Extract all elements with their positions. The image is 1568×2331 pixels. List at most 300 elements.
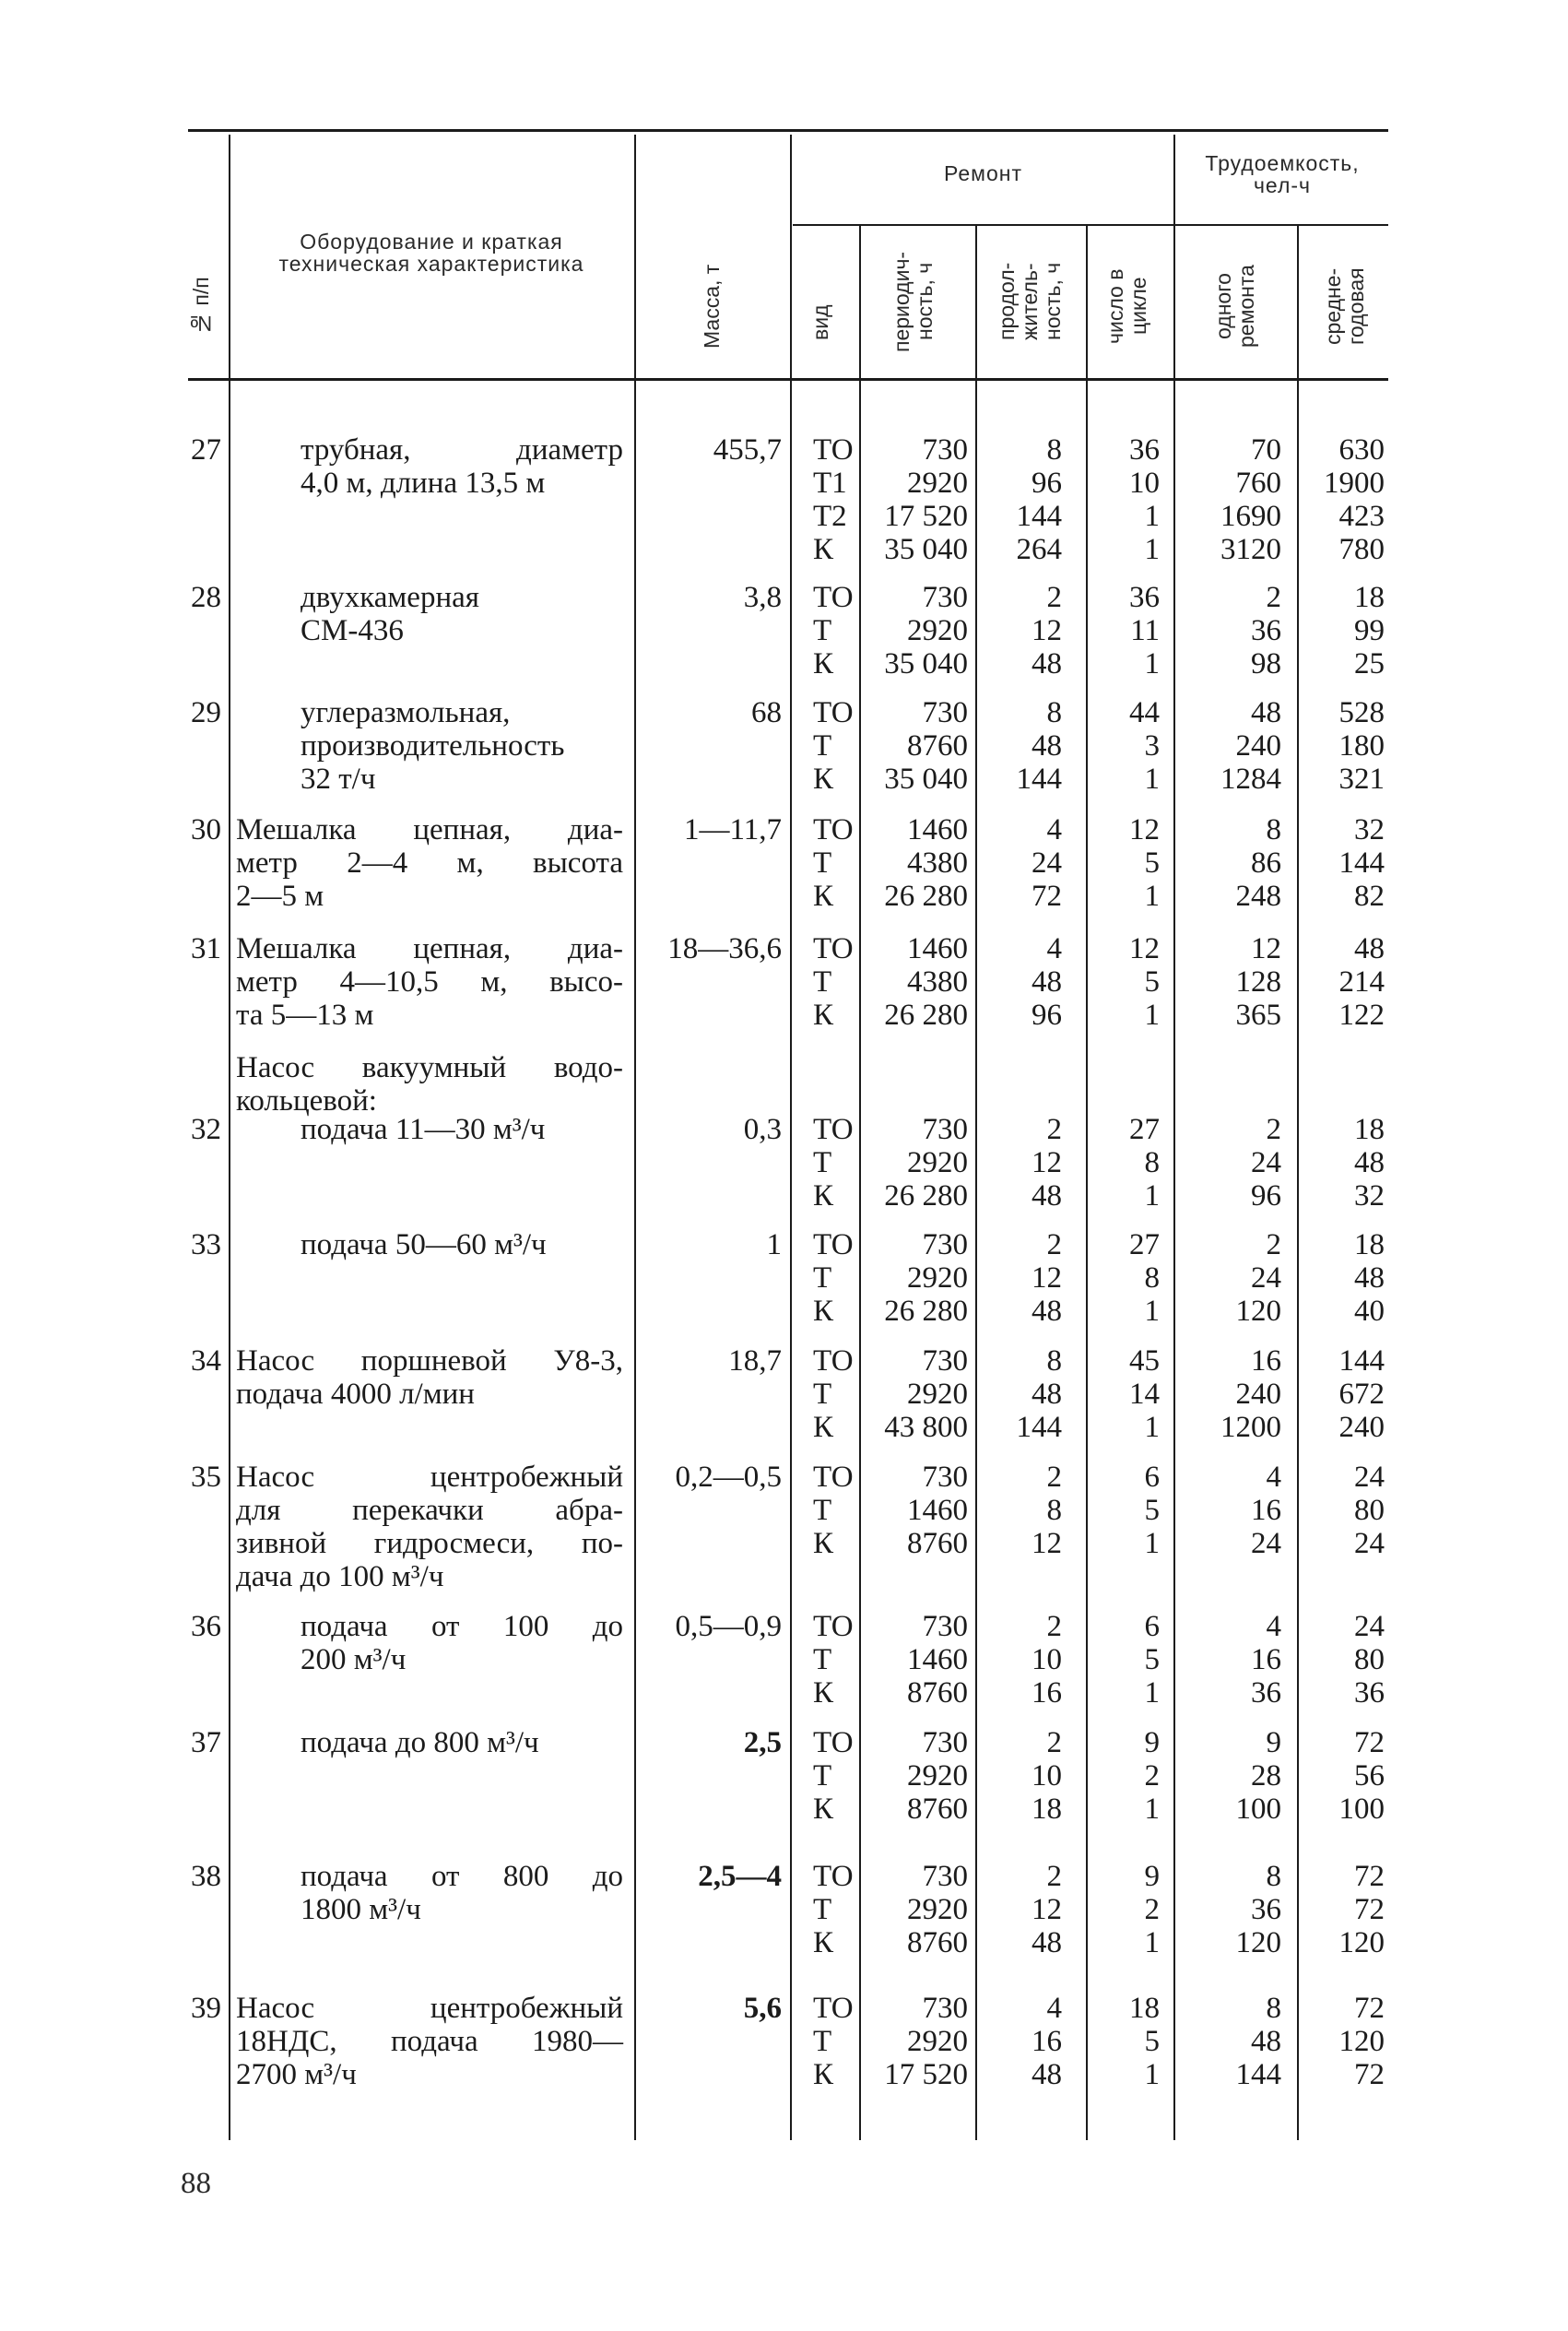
table-cell: 1 bbox=[1144, 1179, 1160, 1213]
period-list bbox=[867, 433, 968, 566]
period-list bbox=[867, 813, 968, 913]
table-cell: 3 bbox=[1144, 729, 1160, 763]
table-cell: 35 040 bbox=[884, 533, 968, 566]
table-cell: 80 bbox=[1354, 1494, 1385, 1527]
table-cell: 248 bbox=[1235, 880, 1281, 913]
table-cell: ТО bbox=[813, 1344, 854, 1378]
table-cell: 40 bbox=[1354, 1295, 1385, 1328]
table-cell: 144 bbox=[1016, 1411, 1062, 1444]
table-cell: 6 bbox=[1144, 1461, 1160, 1494]
col-divider-single bbox=[1297, 226, 1299, 2140]
table-cell: 1 bbox=[1144, 999, 1160, 1032]
duration-list bbox=[979, 1344, 1062, 1444]
description-line: метр 2—4 м, высота bbox=[236, 846, 623, 880]
table-cell: 2 bbox=[1046, 1610, 1062, 1643]
table-cell: Т2 bbox=[813, 500, 847, 533]
labor-single-list bbox=[1182, 1726, 1281, 1826]
row-number: 37 bbox=[191, 1726, 221, 1759]
period-list bbox=[867, 1860, 968, 1959]
table-cell: 82 bbox=[1354, 880, 1385, 913]
table-cell: ТО bbox=[813, 932, 854, 965]
table-cell: Т bbox=[813, 2025, 832, 2058]
table-cell: 1 bbox=[1144, 1676, 1160, 1710]
table-cell: 8760 bbox=[907, 729, 968, 763]
table-cell: 6 bbox=[1144, 1610, 1160, 1643]
table-cell: 48 bbox=[1354, 932, 1385, 965]
header-num: № п/п bbox=[189, 277, 213, 336]
description-line: 200 м³/ч bbox=[301, 1643, 407, 1676]
repair-kind-list bbox=[813, 433, 868, 566]
col-divider-period bbox=[975, 226, 977, 2140]
labor-annual-list bbox=[1300, 696, 1385, 796]
table-cell: 12 bbox=[1129, 813, 1160, 846]
table-cell: 4 bbox=[1046, 813, 1062, 846]
labor-single-list bbox=[1182, 581, 1281, 680]
header-labor-annual: средне- годовая bbox=[1321, 267, 1368, 345]
table-cell: 2 bbox=[1046, 1726, 1062, 1759]
labor-annual-list bbox=[1300, 1610, 1385, 1710]
table-cell: 240 bbox=[1235, 729, 1281, 763]
table-cell: 35 040 bbox=[884, 647, 968, 680]
table-cell: 48 bbox=[1032, 1179, 1062, 1213]
description-line: 2700 м³/ч bbox=[236, 2058, 357, 2091]
table-cell: ТО bbox=[813, 696, 854, 729]
table-cell: 1 bbox=[1144, 1926, 1160, 1959]
table-cell: 48 bbox=[1032, 1926, 1062, 1959]
table-cell: 1 bbox=[1144, 2058, 1160, 2091]
table-cell: 2 bbox=[1046, 1860, 1062, 1893]
table-cell: ТО bbox=[813, 813, 854, 846]
table-cell: Т bbox=[813, 1261, 832, 1295]
table-cell: 120 bbox=[1235, 1926, 1281, 1959]
table-cell: 12 bbox=[1032, 1893, 1062, 1926]
description-line: подача 4000 л/мин bbox=[236, 1378, 475, 1411]
table-cell: 16 bbox=[1251, 1494, 1281, 1527]
table-cell: 48 bbox=[1032, 1378, 1062, 1411]
table-cell: 2 bbox=[1144, 1759, 1160, 1793]
table-cell: 72 bbox=[1032, 880, 1062, 913]
table-cell: 4 bbox=[1266, 1610, 1281, 1643]
table-cell: 72 bbox=[1354, 1726, 1385, 1759]
table-cell: 24 bbox=[1251, 1527, 1281, 1560]
row-number: 32 bbox=[191, 1113, 221, 1146]
repair-kind-list bbox=[813, 1726, 868, 1826]
labor-single-list bbox=[1182, 1113, 1281, 1213]
table-cell: 2920 bbox=[907, 1893, 968, 1926]
labor-single-list bbox=[1182, 1860, 1281, 1959]
description-line: трубная, диаметр bbox=[301, 433, 623, 467]
table-cell: 240 bbox=[1235, 1378, 1281, 1411]
table-cell: 180 bbox=[1338, 729, 1385, 763]
table-cell: 100 bbox=[1338, 1793, 1385, 1826]
table-cell: 2 bbox=[1266, 1113, 1281, 1146]
cycle-count-list bbox=[1088, 1610, 1160, 1710]
table-cell: 1 bbox=[1144, 500, 1160, 533]
mass-value: 1 bbox=[766, 1228, 782, 1261]
table-cell: 24 bbox=[1032, 846, 1062, 880]
table-cell: 48 bbox=[1354, 1146, 1385, 1179]
table-cell: 2920 bbox=[907, 1261, 968, 1295]
row-number: 38 bbox=[191, 1860, 221, 1893]
equipment-description bbox=[236, 1992, 623, 2091]
table-cell: 8 bbox=[1046, 433, 1062, 467]
row-number: 30 bbox=[191, 813, 221, 846]
table-cell: 4 bbox=[1266, 1461, 1281, 1494]
table-cell: 240 bbox=[1338, 1411, 1385, 1444]
table-cell: 14 bbox=[1129, 1378, 1160, 1411]
repair-kind-list bbox=[813, 1610, 868, 1710]
table-cell: 730 bbox=[922, 1344, 968, 1378]
table-cell: 1460 bbox=[907, 1494, 968, 1527]
table-cell: 12 bbox=[1032, 614, 1062, 647]
table-cell: 16 bbox=[1032, 1676, 1062, 1710]
table-cell: 26 280 bbox=[884, 880, 968, 913]
table-cell: 24 bbox=[1251, 1146, 1281, 1179]
top-rule bbox=[188, 129, 1388, 132]
table-cell: 100 bbox=[1235, 1793, 1281, 1826]
table-cell: 11 bbox=[1130, 614, 1160, 647]
table-cell: К bbox=[813, 1527, 834, 1560]
header-equipment: Оборудование и краткая техническая характеристика bbox=[278, 230, 584, 276]
table-cell: 423 bbox=[1338, 500, 1385, 533]
repair-kind-list bbox=[813, 1461, 868, 1560]
table-cell: К bbox=[813, 2058, 834, 2091]
table-cell: 780 bbox=[1338, 533, 1385, 566]
header-repair-group: Ремонт bbox=[944, 161, 1022, 185]
table-cell: 672 bbox=[1338, 1378, 1385, 1411]
table-cell: 96 bbox=[1032, 999, 1062, 1032]
table-cell: Т bbox=[813, 846, 832, 880]
header-labor-group: Трудоемкость, чел-ч bbox=[1205, 151, 1360, 197]
table-cell: 1900 bbox=[1324, 467, 1385, 500]
table-cell: 24 bbox=[1251, 1261, 1281, 1295]
mass-value: 2,5 bbox=[743, 1726, 782, 1759]
labor-annual-list bbox=[1300, 1726, 1385, 1826]
cycle-count-list bbox=[1088, 433, 1160, 566]
header-subrule bbox=[793, 224, 1388, 226]
table-cell: 1 bbox=[1144, 533, 1160, 566]
labor-annual-list bbox=[1300, 433, 1385, 566]
table-cell: 8760 bbox=[907, 1926, 968, 1959]
labor-single-list bbox=[1182, 433, 1281, 566]
table-cell: 5 bbox=[1144, 1643, 1160, 1676]
labor-annual-list bbox=[1300, 932, 1385, 1032]
duration-list bbox=[979, 813, 1062, 913]
description-line: дача до 100 м³/ч bbox=[236, 1560, 444, 1593]
header-repair-duration: продол- житель- ность, ч bbox=[995, 262, 1065, 341]
table-cell: 48 bbox=[1354, 1261, 1385, 1295]
table-cell: 144 bbox=[1235, 2058, 1281, 2091]
table-cell: 1460 bbox=[907, 813, 968, 846]
table-cell: 10 bbox=[1032, 1759, 1062, 1793]
table-cell: 72 bbox=[1354, 1992, 1385, 2025]
header-repair-kind: вид bbox=[808, 304, 832, 341]
table-cell: Т bbox=[813, 729, 832, 763]
repair-kind-list bbox=[813, 1344, 868, 1444]
table-cell: К bbox=[813, 533, 834, 566]
equipment-description bbox=[301, 433, 623, 500]
table-cell: 9 bbox=[1144, 1860, 1160, 1893]
table-cell: 1 bbox=[1144, 1411, 1160, 1444]
table-cell: 12 bbox=[1032, 1146, 1062, 1179]
table-cell: 730 bbox=[922, 1228, 968, 1261]
table-cell: 1284 bbox=[1220, 763, 1281, 796]
table-cell: 2 bbox=[1144, 1893, 1160, 1926]
cycle-count-list bbox=[1088, 813, 1160, 913]
equipment-description bbox=[236, 932, 623, 1032]
description-line: Насос поршневой У8-3, bbox=[236, 1344, 623, 1378]
table-cell: 26 280 bbox=[884, 1179, 968, 1213]
period-list bbox=[867, 1344, 968, 1444]
table-cell: 17 520 bbox=[884, 500, 968, 533]
table-cell: К bbox=[813, 1179, 834, 1213]
table-cell: 17 520 bbox=[884, 2058, 968, 2091]
header-mass: Масса, т bbox=[700, 264, 724, 349]
duration-list bbox=[979, 1726, 1062, 1826]
description-line: 2—5 м bbox=[236, 880, 324, 913]
repair-kind-list bbox=[813, 932, 868, 1032]
repair-kind-list bbox=[813, 1113, 868, 1213]
table-cell: 8 bbox=[1144, 1261, 1160, 1295]
table-cell: 264 bbox=[1016, 533, 1062, 566]
col-divider-num bbox=[229, 135, 230, 2140]
table-cell: К bbox=[813, 880, 834, 913]
table-cell: К bbox=[813, 763, 834, 796]
table-cell: 16 bbox=[1032, 2025, 1062, 2058]
table-cell: 48 bbox=[1032, 729, 1062, 763]
table-cell: 24 bbox=[1354, 1610, 1385, 1643]
table-cell: Т bbox=[813, 1759, 832, 1793]
table-cell: 8 bbox=[1046, 1344, 1062, 1378]
duration-list bbox=[979, 1113, 1062, 1213]
table-cell: 36 bbox=[1354, 1676, 1385, 1710]
table-cell: ТО bbox=[813, 1992, 854, 2025]
period-list bbox=[867, 1228, 968, 1328]
table-cell: 27 bbox=[1129, 1113, 1160, 1146]
row-number: 39 bbox=[191, 1992, 221, 2025]
table-cell: 120 bbox=[1338, 2025, 1385, 2058]
table-cell: 630 bbox=[1338, 433, 1385, 467]
table-cell: ТО bbox=[813, 1113, 854, 1146]
duration-list bbox=[979, 1860, 1062, 1959]
description-line: подача 50—60 м³/ч bbox=[301, 1228, 547, 1261]
table-cell: 32 bbox=[1354, 813, 1385, 846]
table-cell: Т bbox=[813, 1643, 832, 1676]
table-cell: 43 800 bbox=[884, 1411, 968, 1444]
table-cell: 9 bbox=[1144, 1726, 1160, 1759]
table-cell: 4380 bbox=[907, 846, 968, 880]
description-line: для перекачки абра- bbox=[236, 1494, 623, 1527]
table-cell: 2 bbox=[1266, 1228, 1281, 1261]
table-cell: 12 bbox=[1251, 932, 1281, 965]
labor-single-list bbox=[1182, 1344, 1281, 1444]
table-cell: 214 bbox=[1338, 965, 1385, 999]
table-cell: 5 bbox=[1144, 846, 1160, 880]
group-title bbox=[236, 1051, 623, 1118]
duration-list bbox=[979, 932, 1062, 1032]
labor-annual-list bbox=[1300, 1461, 1385, 1560]
mass-value: 1—11,7 bbox=[683, 813, 782, 846]
description-line: 4,0 м, длина 13,5 м bbox=[301, 467, 546, 500]
duration-list bbox=[979, 1461, 1062, 1560]
table-cell: 26 280 bbox=[884, 1295, 968, 1328]
table-cell: 24 bbox=[1354, 1461, 1385, 1494]
equipment-description bbox=[301, 1610, 623, 1676]
table-cell: 72 bbox=[1354, 1860, 1385, 1893]
table-cell: 2 bbox=[1046, 1228, 1062, 1261]
table-cell: К bbox=[813, 647, 834, 680]
cycle-count-list bbox=[1088, 1113, 1160, 1213]
table-cell: К bbox=[813, 999, 834, 1032]
table-cell: ТО bbox=[813, 1610, 854, 1643]
table-cell: 9 bbox=[1266, 1726, 1281, 1759]
table-cell: 528 bbox=[1338, 696, 1385, 729]
row-number: 28 bbox=[191, 581, 221, 614]
mass-value: 3,8 bbox=[743, 581, 782, 614]
table-cell: 12 bbox=[1032, 1261, 1062, 1295]
header-repair-period: периодич- ность, ч bbox=[890, 251, 937, 352]
table-cell: 2920 bbox=[907, 1378, 968, 1411]
repair-kind-list bbox=[813, 696, 868, 796]
table-cell: 96 bbox=[1251, 1179, 1281, 1213]
table-cell: 16 bbox=[1251, 1344, 1281, 1378]
table-cell: 1 bbox=[1144, 1295, 1160, 1328]
cycle-count-list bbox=[1088, 1992, 1160, 2091]
description-line: подача от 100 до bbox=[301, 1610, 623, 1643]
table-cell: 18 bbox=[1354, 581, 1385, 614]
table-cell: 8760 bbox=[907, 1793, 968, 1826]
description-line: подача 11—30 м³/ч bbox=[301, 1113, 546, 1146]
table-cell: Т bbox=[813, 1893, 832, 1926]
table-cell: 18 bbox=[1129, 1992, 1160, 2025]
equipment-description bbox=[301, 1860, 623, 1926]
table-cell: 144 bbox=[1338, 846, 1385, 880]
description-line: та 5—13 м bbox=[236, 999, 374, 1032]
description-line: Насос центробежный bbox=[236, 1461, 623, 1494]
description-line: подача до 800 м³/ч bbox=[301, 1726, 539, 1759]
mass-value: 0,5—0,9 bbox=[675, 1610, 782, 1643]
table-cell: 36 bbox=[1129, 433, 1160, 467]
repair-kind-list bbox=[813, 813, 868, 913]
table-cell: 48 bbox=[1251, 2025, 1281, 2058]
table-cell: 321 bbox=[1338, 763, 1385, 796]
col-divider-mass bbox=[790, 135, 792, 2140]
period-list bbox=[867, 932, 968, 1032]
table-cell: 144 bbox=[1016, 763, 1062, 796]
table-cell: 120 bbox=[1235, 1295, 1281, 1328]
table-cell: ТО bbox=[813, 433, 854, 467]
table-cell: ТО bbox=[813, 1860, 854, 1893]
table-cell: 1460 bbox=[907, 1643, 968, 1676]
table-cell: 72 bbox=[1354, 1893, 1385, 1926]
duration-list bbox=[979, 1992, 1062, 2091]
cycle-count-list bbox=[1088, 1726, 1160, 1826]
labor-single-list bbox=[1182, 1228, 1281, 1328]
equipment-description bbox=[236, 1344, 623, 1411]
table-cell: 3120 bbox=[1220, 533, 1281, 566]
equipment-description bbox=[301, 1113, 623, 1146]
table-cell: 48 bbox=[1251, 696, 1281, 729]
mass-value: 5,6 bbox=[743, 1992, 782, 2025]
mass-value: 68 bbox=[751, 696, 782, 729]
table-cell: 48 bbox=[1032, 2058, 1062, 2091]
mass-value: 18,7 bbox=[728, 1344, 782, 1378]
table-cell: 48 bbox=[1032, 647, 1062, 680]
equipment-description bbox=[236, 813, 623, 913]
duration-list bbox=[979, 581, 1062, 680]
table-cell: 96 bbox=[1032, 467, 1062, 500]
row-number: 33 bbox=[191, 1228, 221, 1261]
row-number: 34 bbox=[191, 1344, 221, 1378]
row-number: 31 bbox=[191, 932, 221, 965]
equipment-description bbox=[301, 1726, 623, 1759]
period-list bbox=[867, 1461, 968, 1560]
equipment-description bbox=[236, 1461, 623, 1593]
labor-annual-list bbox=[1300, 1860, 1385, 1959]
col-divider-count bbox=[1173, 135, 1175, 2140]
table-cell: ТО bbox=[813, 581, 854, 614]
period-list bbox=[867, 1610, 968, 1710]
mass-value: 0,3 bbox=[743, 1113, 782, 1146]
labor-annual-list bbox=[1300, 1344, 1385, 1444]
duration-list bbox=[979, 1610, 1062, 1710]
equipment-description bbox=[301, 581, 623, 647]
table-cell: К bbox=[813, 1295, 834, 1328]
table-cell: 86 bbox=[1251, 846, 1281, 880]
table-cell: 99 bbox=[1354, 614, 1385, 647]
period-list bbox=[867, 696, 968, 796]
labor-annual-list bbox=[1300, 1992, 1385, 2091]
table-cell: 36 bbox=[1129, 581, 1160, 614]
repair-kind-list bbox=[813, 581, 868, 680]
table-cell: 28 bbox=[1251, 1759, 1281, 1793]
table-cell: К bbox=[813, 1411, 834, 1444]
period-list bbox=[867, 581, 968, 680]
table-cell: 730 bbox=[922, 581, 968, 614]
mass-value: 18—36,6 bbox=[667, 932, 782, 965]
description-line: 18НДС, подача 1980— bbox=[236, 2025, 623, 2058]
description-line: зивной гидросмеси, по- bbox=[236, 1527, 623, 1560]
labor-annual-list bbox=[1300, 1228, 1385, 1328]
table-cell: 5 bbox=[1144, 2025, 1160, 2058]
description-line: 32 т/ч bbox=[301, 763, 376, 796]
table-cell: 16 bbox=[1251, 1643, 1281, 1676]
table-cell: 98 bbox=[1251, 647, 1281, 680]
table-cell: 35 040 bbox=[884, 763, 968, 796]
table-cell: ТО bbox=[813, 1726, 854, 1759]
table-cell: 26 280 bbox=[884, 999, 968, 1032]
table-cell: 730 bbox=[922, 1113, 968, 1146]
duration-list bbox=[979, 696, 1062, 796]
table-cell: 1200 bbox=[1220, 1411, 1281, 1444]
description-line: подача от 800 до bbox=[301, 1860, 623, 1893]
period-list bbox=[867, 1992, 968, 2091]
table-cell: Т1 bbox=[813, 467, 847, 500]
description-line: Насос центробежный bbox=[236, 1992, 623, 2025]
table-cell: 1 bbox=[1144, 763, 1160, 796]
table-cell: 8 bbox=[1144, 1146, 1160, 1179]
header-repair-count: число в цикле bbox=[1103, 268, 1150, 344]
table-cell: 45 bbox=[1129, 1344, 1160, 1378]
table-cell: 122 bbox=[1338, 999, 1385, 1032]
table-cell: 2 bbox=[1266, 581, 1281, 614]
table-cell: 144 bbox=[1338, 1344, 1385, 1378]
table-cell: 1 bbox=[1144, 647, 1160, 680]
table-cell: Т bbox=[813, 1494, 832, 1527]
labor-single-list bbox=[1182, 932, 1281, 1032]
cycle-count-list bbox=[1088, 1344, 1160, 1444]
table-cell: 8760 bbox=[907, 1527, 968, 1560]
